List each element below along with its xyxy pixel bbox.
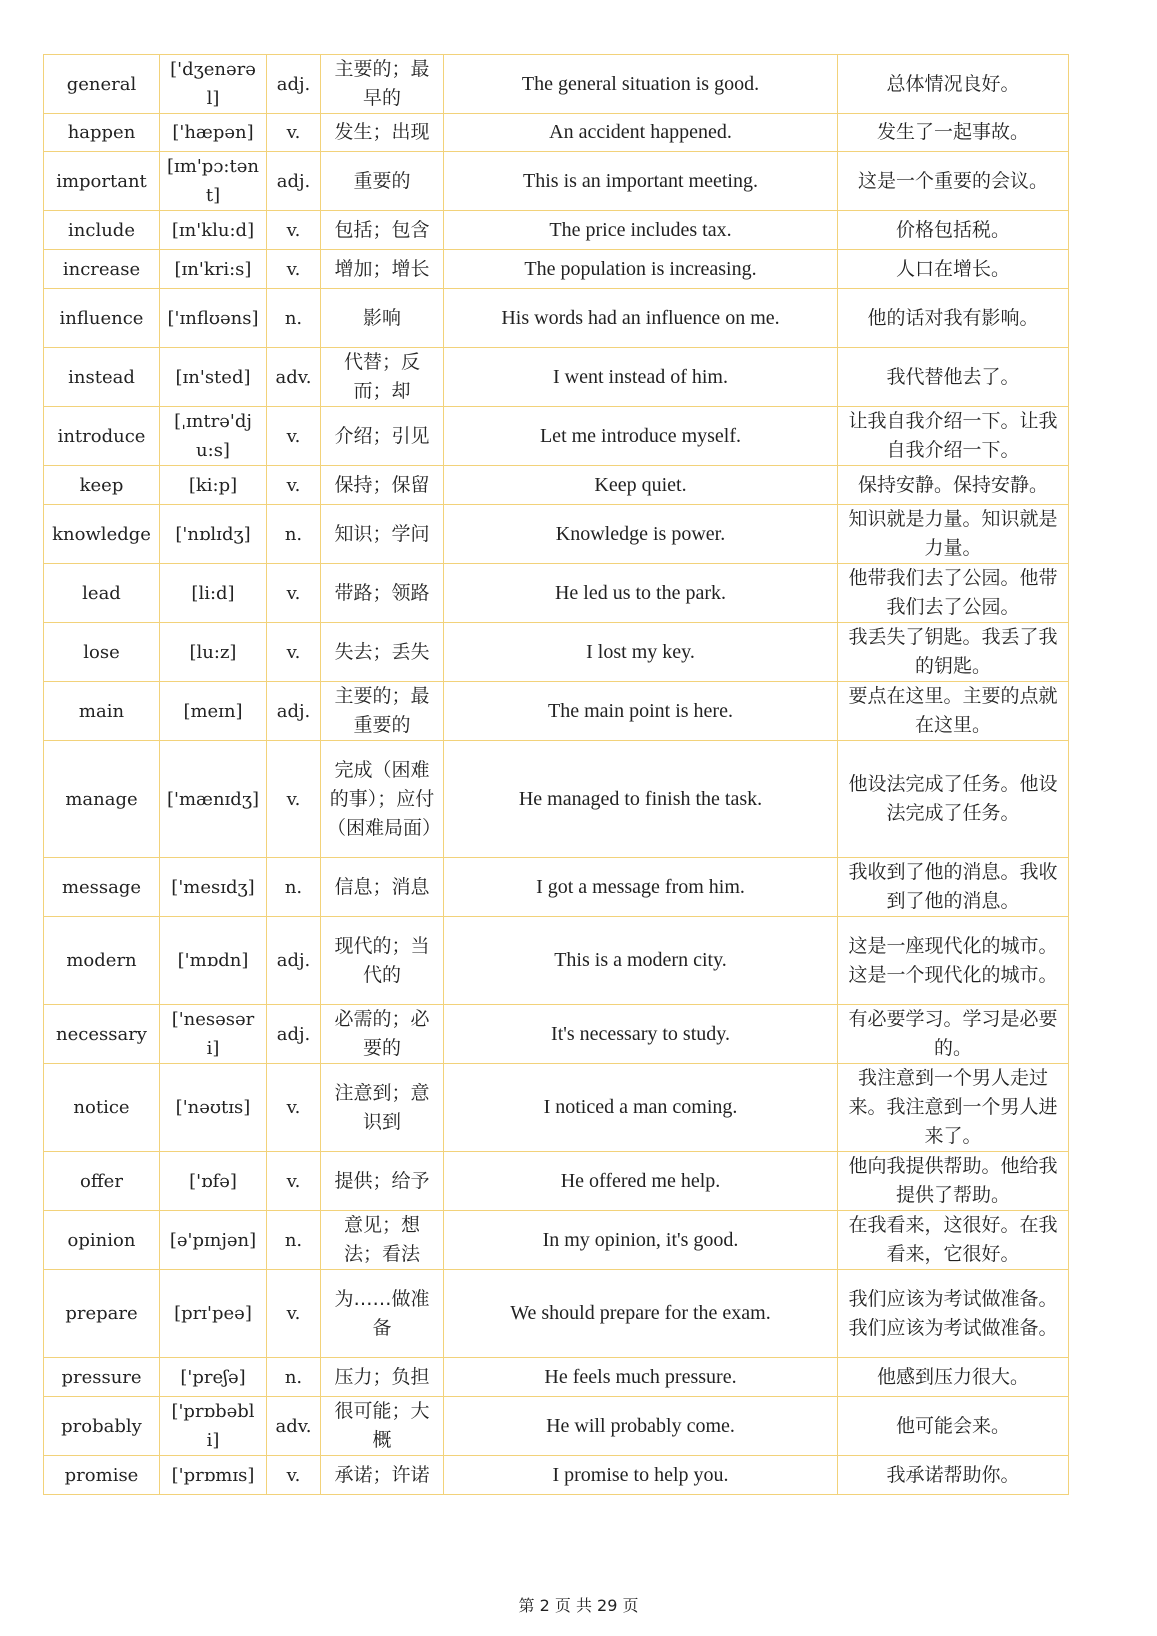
cell-example: An accident happened.	[444, 114, 838, 152]
cell-phonetic: ['mænɪdʒ]	[160, 741, 267, 858]
cell-word: important	[44, 152, 160, 211]
table-row	[44, 152, 1069, 211]
table-row	[44, 1152, 1069, 1211]
cell-translation: 我注意到一个男人走过来。我注意到一个男人进来了。	[838, 1064, 1069, 1152]
cell-example: His words had an influence on me.	[444, 289, 838, 348]
cell-meaning: 失去；丢失	[321, 623, 444, 682]
cell-translation: 保持安静。保持安静。	[838, 466, 1069, 505]
cell-phonetic: ['nəʊtɪs]	[160, 1064, 267, 1152]
cell-meaning: 代替；反而；却	[321, 348, 444, 407]
cell-example: He will probably come.	[444, 1397, 838, 1456]
cell-translation: 我们应该为考试做准备。我们应该为考试做准备。	[838, 1270, 1069, 1358]
cell-example: The main point is here.	[444, 682, 838, 741]
table-row	[44, 505, 1069, 564]
cell-phonetic: ['ɪnflʊəns]	[160, 289, 267, 348]
cell-pos: v.	[267, 1270, 321, 1358]
cell-word: keep	[44, 466, 160, 505]
cell-translation: 这是一个重要的会议。	[838, 152, 1069, 211]
cell-translation: 发生了一起事故。	[838, 114, 1069, 152]
cell-example: I got a message from him.	[444, 858, 838, 917]
cell-word: prepare	[44, 1270, 160, 1358]
cell-word: notice	[44, 1064, 160, 1152]
cell-translation: 有必要学习。学习是必要的。	[838, 1005, 1069, 1064]
cell-pos: v.	[267, 211, 321, 250]
cell-pos: v.	[267, 1152, 321, 1211]
cell-example: I lost my key.	[444, 623, 838, 682]
table-row	[44, 55, 1069, 114]
table-row	[44, 564, 1069, 623]
cell-phonetic: [ə'pɪnjən]	[160, 1211, 267, 1270]
cell-word: message	[44, 858, 160, 917]
cell-example: He managed to finish the task.	[444, 741, 838, 858]
table-row	[44, 623, 1069, 682]
cell-word: general	[44, 55, 160, 114]
cell-word: opinion	[44, 1211, 160, 1270]
cell-phonetic: [ɪn'kri:s]	[160, 250, 267, 289]
cell-meaning: 很可能；大概	[321, 1397, 444, 1456]
table-row	[44, 348, 1069, 407]
cell-pos: n.	[267, 289, 321, 348]
cell-phonetic: ['dʒenərəl]	[160, 55, 267, 114]
cell-meaning: 保持；保留	[321, 466, 444, 505]
cell-pos: adj.	[267, 55, 321, 114]
cell-word: introduce	[44, 407, 160, 466]
cell-phonetic: ['hæpən]	[160, 114, 267, 152]
cell-example: He offered me help.	[444, 1152, 838, 1211]
cell-meaning: 意见；想法；看法	[321, 1211, 444, 1270]
cell-translation: 他的话对我有影响。	[838, 289, 1069, 348]
cell-word: promise	[44, 1456, 160, 1495]
cell-example: He feels much pressure.	[444, 1358, 838, 1397]
cell-example: He led us to the park.	[444, 564, 838, 623]
cell-word: modern	[44, 917, 160, 1005]
cell-example: I promise to help you.	[444, 1456, 838, 1495]
table-row	[44, 114, 1069, 152]
table-row	[44, 741, 1069, 858]
cell-phonetic: [ˌɪntrə'dju:s]	[160, 407, 267, 466]
table-row	[44, 1064, 1069, 1152]
cell-pos: v.	[267, 114, 321, 152]
cell-phonetic: [ɪn'klu:d]	[160, 211, 267, 250]
cell-pos: v.	[267, 741, 321, 858]
table-row	[44, 289, 1069, 348]
cell-translation: 我丢失了钥匙。我丢了我的钥匙。	[838, 623, 1069, 682]
cell-phonetic: ['prɒbəbli]	[160, 1397, 267, 1456]
cell-meaning: 重要的	[321, 152, 444, 211]
cell-pos: v.	[267, 1064, 321, 1152]
cell-translation: 我收到了他的消息。我收到了他的消息。	[838, 858, 1069, 917]
cell-word: main	[44, 682, 160, 741]
table-row	[44, 211, 1069, 250]
cell-translation: 要点在这里。主要的点就在这里。	[838, 682, 1069, 741]
cell-pos: n.	[267, 1358, 321, 1397]
cell-meaning: 增加；增长	[321, 250, 444, 289]
cell-translation: 知识就是力量。知识就是力量。	[838, 505, 1069, 564]
cell-translation: 我承诺帮助你。	[838, 1456, 1069, 1495]
table-row	[44, 466, 1069, 505]
cell-pos: v.	[267, 250, 321, 289]
cell-pos: v.	[267, 623, 321, 682]
cell-word: knowledge	[44, 505, 160, 564]
cell-word: instead	[44, 348, 160, 407]
cell-example: This is a modern city.	[444, 917, 838, 1005]
cell-phonetic: ['preʃə]	[160, 1358, 267, 1397]
cell-meaning: 完成（困难的事）；应付（困难局面）	[321, 741, 444, 858]
cell-meaning: 承诺；许诺	[321, 1456, 444, 1495]
cell-translation: 总体情况良好。	[838, 55, 1069, 114]
cell-translation: 他感到压力很大。	[838, 1358, 1069, 1397]
table-row	[44, 1358, 1069, 1397]
cell-pos: adv.	[267, 1397, 321, 1456]
cell-meaning: 知识；学问	[321, 505, 444, 564]
cell-example: We should prepare for the exam.	[444, 1270, 838, 1358]
cell-translation: 人口在增长。	[838, 250, 1069, 289]
cell-translation: 他向我提供帮助。他给我提供了帮助。	[838, 1152, 1069, 1211]
cell-phonetic: ['mesɪdʒ]	[160, 858, 267, 917]
cell-translation: 他设法完成了任务。他设法完成了任务。	[838, 741, 1069, 858]
cell-word: manage	[44, 741, 160, 858]
cell-example: Let me introduce myself.	[444, 407, 838, 466]
cell-phonetic: ['ɒfə]	[160, 1152, 267, 1211]
cell-phonetic: [lu:z]	[160, 623, 267, 682]
page-footer: 第 2 页 共 29 页	[518, 1596, 639, 1615]
cell-phonetic: [ki:p]	[160, 466, 267, 505]
cell-meaning: 带路；领路	[321, 564, 444, 623]
cell-translation: 他可能会来。	[838, 1397, 1069, 1456]
cell-pos: n.	[267, 858, 321, 917]
cell-example: Knowledge is power.	[444, 505, 838, 564]
cell-word: offer	[44, 1152, 160, 1211]
vocabulary-table	[43, 54, 1069, 1495]
cell-example: Keep quiet.	[444, 466, 838, 505]
cell-pos: v.	[267, 1456, 321, 1495]
cell-pos: v.	[267, 407, 321, 466]
cell-example: In my opinion, it's good.	[444, 1211, 838, 1270]
cell-phonetic: ['prɒmɪs]	[160, 1456, 267, 1495]
table-row	[44, 250, 1069, 289]
cell-pos: n.	[267, 505, 321, 564]
cell-translation: 我代替他去了。	[838, 348, 1069, 407]
cell-phonetic: [ɪm'pɔ:tənt]	[160, 152, 267, 211]
cell-pos: v.	[267, 564, 321, 623]
table-row	[44, 1397, 1069, 1456]
cell-word: pressure	[44, 1358, 160, 1397]
cell-pos: adj.	[267, 917, 321, 1005]
cell-meaning: 主要的；最早的	[321, 55, 444, 114]
table-row	[44, 407, 1069, 466]
cell-example: I went instead of him.	[444, 348, 838, 407]
table-row	[44, 1211, 1069, 1270]
cell-meaning: 注意到；意识到	[321, 1064, 444, 1152]
cell-word: lose	[44, 623, 160, 682]
cell-pos: n.	[267, 1211, 321, 1270]
cell-meaning: 包括；包含	[321, 211, 444, 250]
cell-meaning: 发生；出现	[321, 114, 444, 152]
cell-translation: 让我自我介绍一下。让我自我介绍一下。	[838, 407, 1069, 466]
table-row	[44, 682, 1069, 741]
cell-word: lead	[44, 564, 160, 623]
cell-meaning: 信息；消息	[321, 858, 444, 917]
cell-translation: 他带我们去了公园。他带我们去了公园。	[838, 564, 1069, 623]
cell-word: influence	[44, 289, 160, 348]
cell-word: include	[44, 211, 160, 250]
cell-phonetic: [li:d]	[160, 564, 267, 623]
cell-example: The general situation is good.	[444, 55, 838, 114]
table-row	[44, 917, 1069, 1005]
cell-meaning: 影响	[321, 289, 444, 348]
cell-pos: adj.	[267, 1005, 321, 1064]
cell-phonetic: [meɪn]	[160, 682, 267, 741]
cell-meaning: 必需的；必要的	[321, 1005, 444, 1064]
cell-meaning: 现代的；当代的	[321, 917, 444, 1005]
cell-translation: 在我看来，这很好。在我看来，它很好。	[838, 1211, 1069, 1270]
cell-meaning: 压力；负担	[321, 1358, 444, 1397]
cell-example: I noticed a man coming.	[444, 1064, 838, 1152]
cell-meaning: 为……做准备	[321, 1270, 444, 1358]
cell-word: necessary	[44, 1005, 160, 1064]
cell-example: The population is increasing.	[444, 250, 838, 289]
cell-phonetic: ['nɒlɪdʒ]	[160, 505, 267, 564]
cell-meaning: 提供；给予	[321, 1152, 444, 1211]
cell-example: It's necessary to study.	[444, 1005, 838, 1064]
cell-phonetic: [ɪn'sted]	[160, 348, 267, 407]
cell-pos: adj.	[267, 152, 321, 211]
cell-word: probably	[44, 1397, 160, 1456]
cell-pos: adv.	[267, 348, 321, 407]
cell-phonetic: ['mɒdn]	[160, 917, 267, 1005]
table-row	[44, 1270, 1069, 1358]
table-row	[44, 1005, 1069, 1064]
table-row	[44, 858, 1069, 917]
cell-pos: v.	[267, 466, 321, 505]
cell-translation: 价格包括税。	[838, 211, 1069, 250]
cell-pos: adj.	[267, 682, 321, 741]
cell-phonetic: ['nesəsəri]	[160, 1005, 267, 1064]
cell-word: happen	[44, 114, 160, 152]
cell-translation: 这是一座现代化的城市。这是一个现代化的城市。	[838, 917, 1069, 1005]
cell-meaning: 主要的；最重要的	[321, 682, 444, 741]
cell-phonetic: [prɪ'peə]	[160, 1270, 267, 1358]
table-row	[44, 1456, 1069, 1495]
cell-meaning: 介绍；引见	[321, 407, 444, 466]
cell-example: The price includes tax.	[444, 211, 838, 250]
cell-example: This is an important meeting.	[444, 152, 838, 211]
cell-word: increase	[44, 250, 160, 289]
